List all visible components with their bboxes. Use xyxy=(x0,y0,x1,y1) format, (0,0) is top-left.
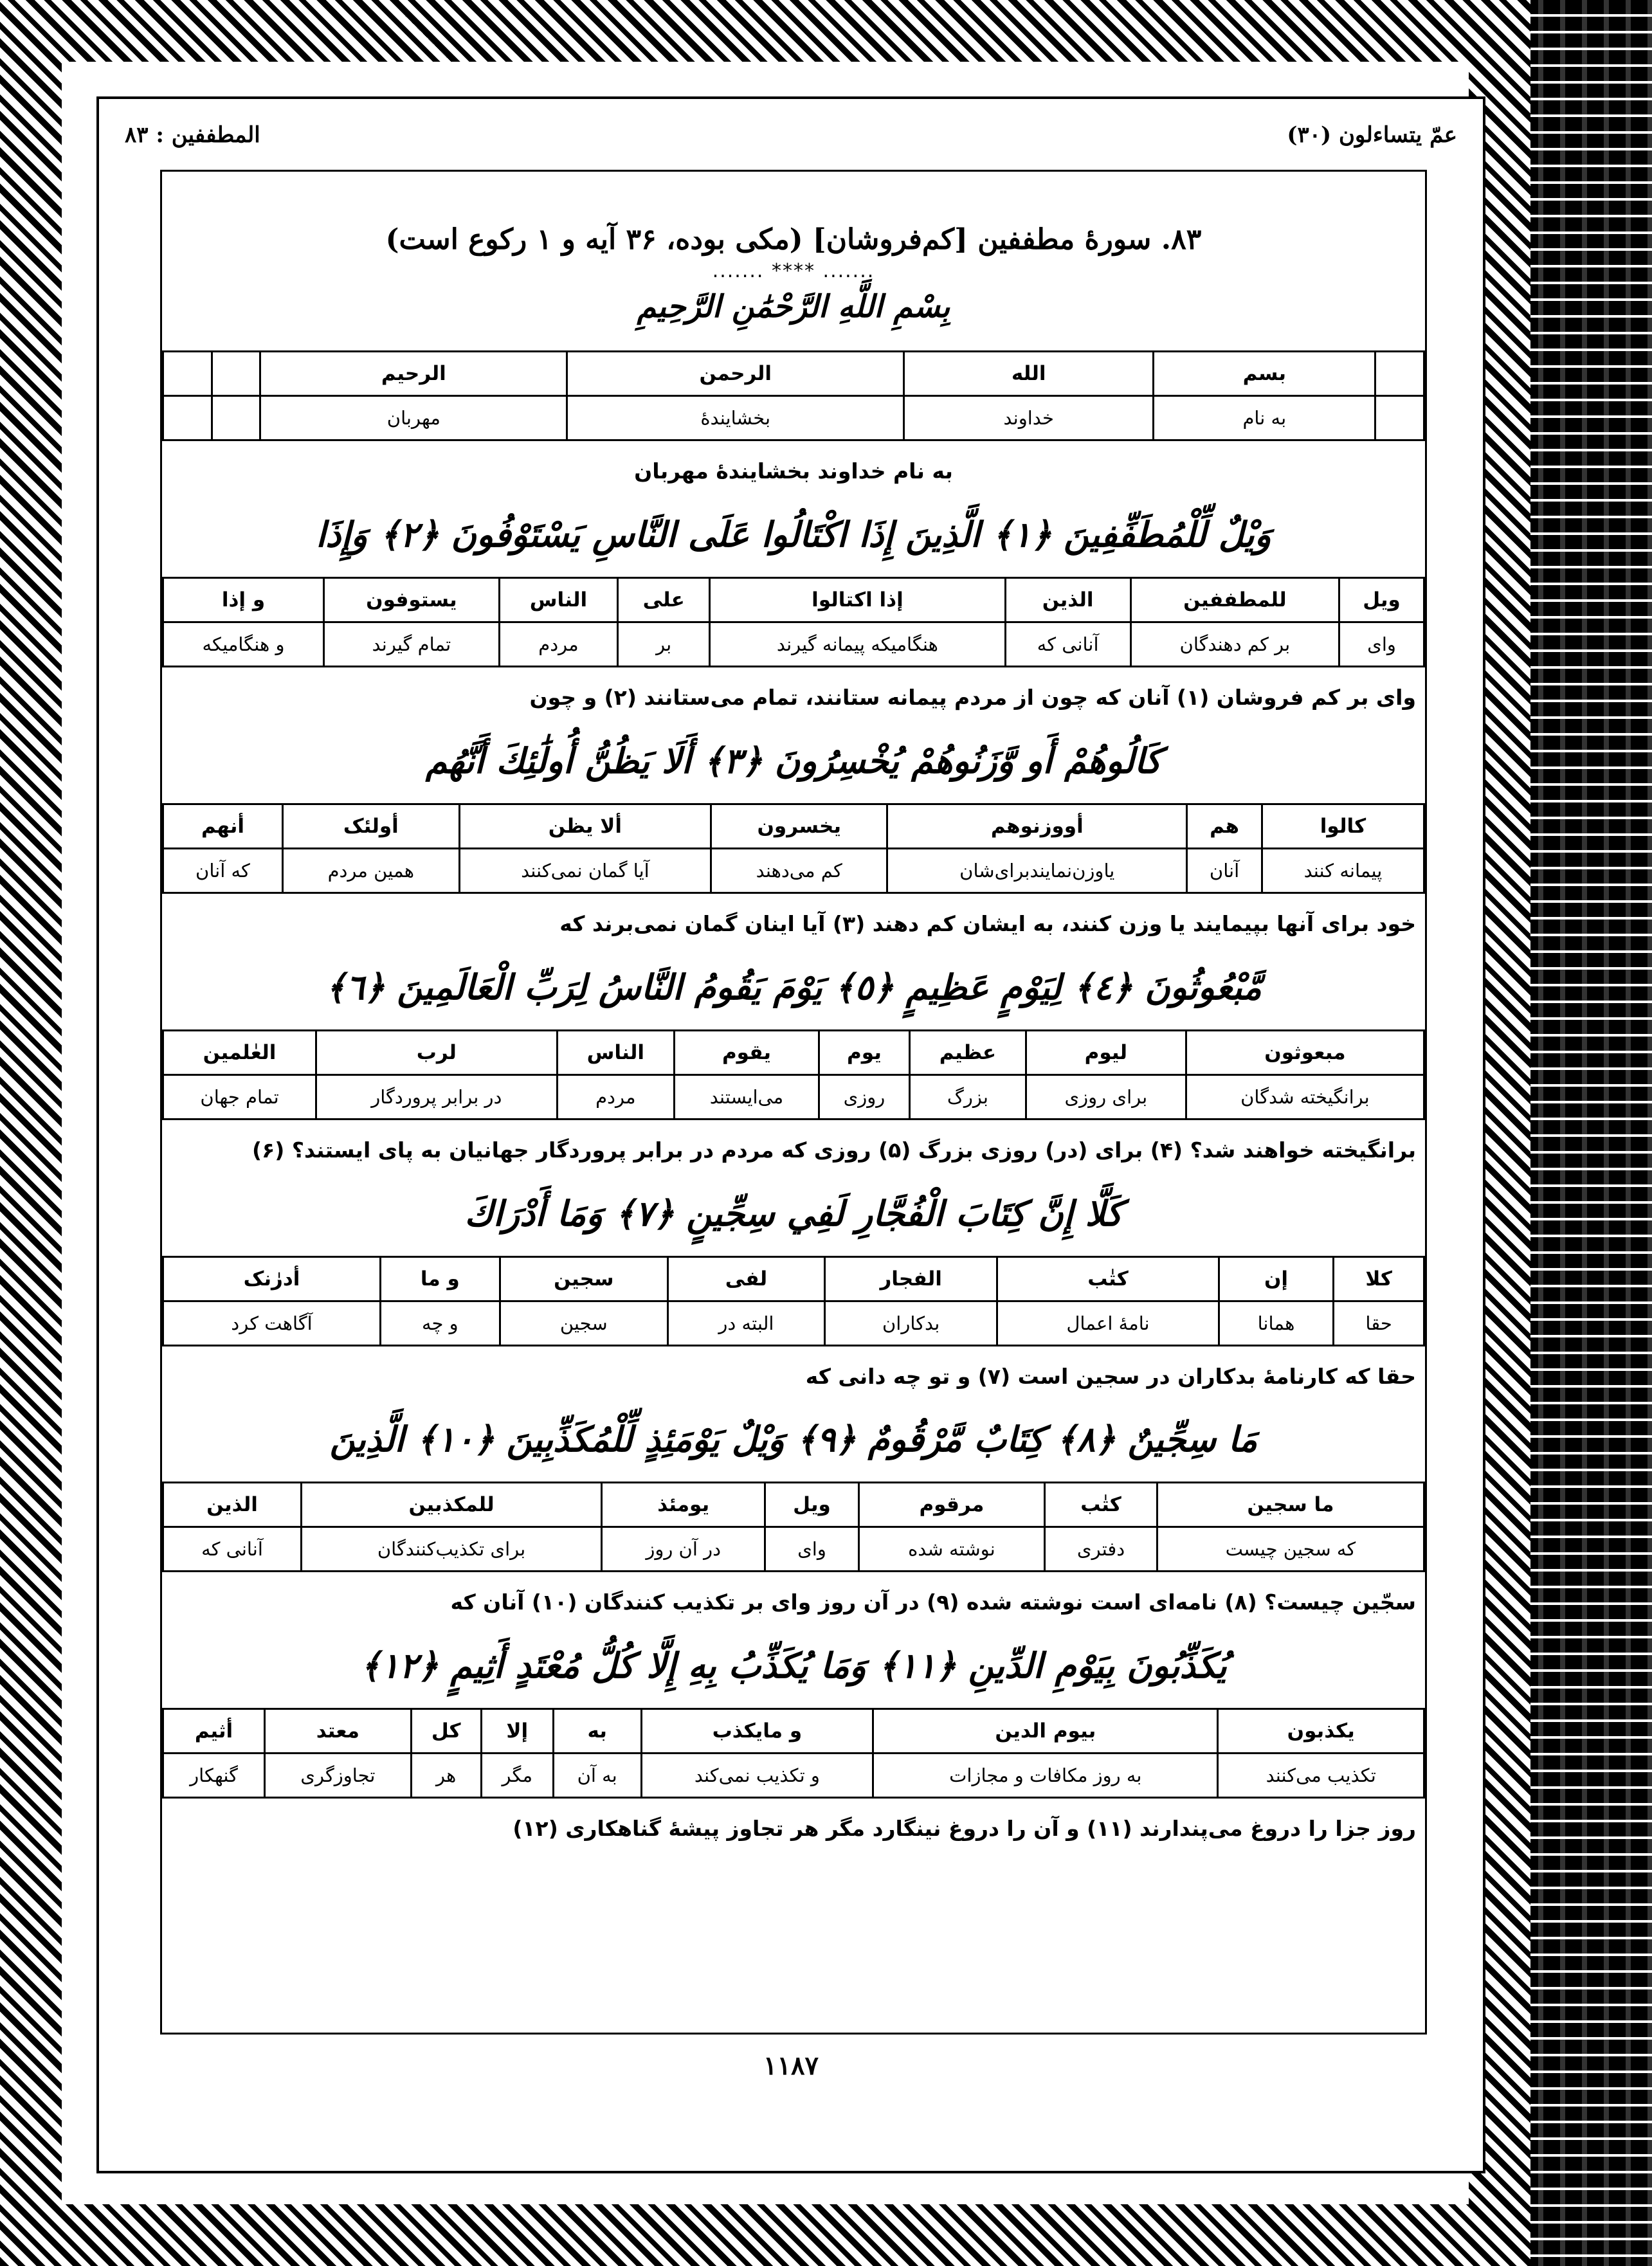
meaning-cell: تکذیب می‌کنند xyxy=(1218,1754,1424,1798)
word-cell: کتٰب xyxy=(1045,1483,1157,1527)
meaning-cell: آنانی که xyxy=(1005,622,1130,666)
word-cell: یستوفون xyxy=(323,577,499,622)
word-cell: سجین xyxy=(500,1256,667,1301)
meaning-cell: سجین xyxy=(500,1301,667,1345)
word-cell: الناس xyxy=(499,577,617,622)
meaning-row xyxy=(163,1301,1424,1345)
ayah-line: وَيْلٌ لِّلْمُطَفِّفِينَ ﴿١﴾ الَّذِينَ إِذَا اكْتَالُوا عَلَى النَّاسِ يَسْتَوْفُونَ ﴿٢﴾ وَإِذَا xyxy=(316,513,1271,555)
blank-cell xyxy=(1375,352,1424,396)
meaning-row xyxy=(163,622,1424,666)
stars-divider: ....... **** ....... xyxy=(712,260,875,282)
word-cell: ما سجین xyxy=(1157,1483,1424,1527)
word-table xyxy=(162,1708,1425,1799)
word-cell: هم xyxy=(1187,804,1262,848)
translation-line: برانگیخته خواهند شد؟ (۴) برای (در) روزی بزرگ (۵) روزی که مردم در برابر پروردگار جهانیان به پای ایستند؟ (۶) xyxy=(252,1137,1416,1163)
word-cell: لیوم xyxy=(1026,1030,1186,1074)
meaning-cell: وای xyxy=(765,1527,858,1572)
meaning-cell: تمام جهان xyxy=(163,1074,316,1119)
meaning-cell: مردم xyxy=(557,1074,675,1119)
word-cell: کلا xyxy=(1334,1256,1424,1301)
meaning-cell: نامۀ اعمال xyxy=(997,1301,1219,1345)
meaning-cell: تجاوزگری xyxy=(265,1754,412,1798)
meaning-cell: و چه xyxy=(380,1301,500,1345)
meaning-cell: برای روزی xyxy=(1026,1074,1186,1119)
running-head xyxy=(125,122,1457,161)
word-cell: الناس xyxy=(557,1030,675,1074)
meaning-cell: مردم xyxy=(499,622,617,666)
ayah-line: مَا سِجِّينٌ ﴿٨﴾ كِتَابٌ مَّرْقُومٌ ﴿٩﴾ وَيْلٌ يَوْمَئِذٍ لِّلْمُكَذِّبِينَ ﴿١٠﴾ الَّذِينَ xyxy=(329,1419,1258,1460)
word-cell: أولئک xyxy=(282,804,459,848)
meaning-cell: به روز مکافات و مجازات xyxy=(873,1754,1218,1798)
meaning-cell: البته در xyxy=(667,1301,824,1345)
meaning-cell: آنان xyxy=(1187,848,1262,893)
meaning-cell: پیمانه کنند xyxy=(1262,848,1424,893)
word-cell: کل xyxy=(411,1709,481,1754)
meaning-cell: برانگیخته شدگان xyxy=(1186,1074,1424,1119)
meaning-row xyxy=(163,396,1424,440)
word-cell: یوم xyxy=(819,1030,909,1074)
word-cell: بیوم الدین xyxy=(873,1709,1218,1754)
meaning-row xyxy=(163,1527,1424,1572)
translation-line: حقا که کارنامۀ بدکاران در سجین است (۷) و تو چه دانی که xyxy=(805,1363,1416,1389)
word-cell: الفجار xyxy=(825,1256,997,1301)
word-row xyxy=(163,577,1424,622)
word-cell: إذا اکتالوا xyxy=(710,577,1005,622)
ayah-line: مَّبْعُوثُونَ ﴿٤﴾ لِيَوْمٍ عَظِيمٍ ﴿٥﴾ يَوْمَ يَقُومُ النَّاسُ لِرَبِّ الْعَالَمِينَ ﴿٦﴾ xyxy=(325,966,1262,1008)
sections-container xyxy=(162,350,1425,1852)
meaning-cell: روزی xyxy=(819,1074,909,1119)
meaning-cell: بخشایندۀ xyxy=(567,396,904,440)
word-cell: و مایکذب xyxy=(641,1709,873,1754)
word-row xyxy=(163,804,1424,848)
meaning-cell: می‌ایستند xyxy=(675,1074,819,1119)
word-table xyxy=(162,350,1425,441)
word-cell: کتٰب xyxy=(997,1256,1219,1301)
word-row xyxy=(163,1709,1424,1754)
meaning-cell: در برابر پروردگار xyxy=(316,1074,557,1119)
translation-line: سجّین چیست؟ (۸) نامه‌ای است نوشته شده (۹) در آن روز وای بر تکذیب کنندگان (۱۰) آنان که xyxy=(450,1590,1416,1615)
meaning-cell: به آن xyxy=(553,1754,641,1798)
ayah-line: كَلَّا إِنَّ كِتَابَ الْفُجَّارِ لَفِي سِجِّينٍ ﴿٧﴾ وَمَا أَدْرَاكَ xyxy=(464,1192,1123,1234)
word-cell: عظیم xyxy=(909,1030,1026,1074)
meaning-cell: خداوند xyxy=(904,396,1154,440)
word-row xyxy=(163,1483,1424,1527)
meaning-cell: حقا xyxy=(1334,1301,1424,1345)
word-row xyxy=(163,352,1424,396)
word-cell: لرب xyxy=(316,1030,557,1074)
meaning-cell: به نام xyxy=(1154,396,1375,440)
word-cell: الله xyxy=(904,352,1154,396)
word-cell: بسم xyxy=(1154,352,1375,396)
word-cell: أثیم xyxy=(163,1709,265,1754)
word-cell: کالوا xyxy=(1262,804,1424,848)
meaning-row xyxy=(163,1754,1424,1798)
meaning-cell: مهربان xyxy=(260,396,567,440)
translation-line: روز جزا را دروغ می‌پندارند (۱۱) و آن را دروغ نینگارد مگر هر تجاوز پیشۀ گناهکاری (۱۲) xyxy=(513,1816,1416,1842)
word-table xyxy=(162,803,1425,894)
word-cell: إن xyxy=(1219,1256,1334,1301)
word-table xyxy=(162,577,1425,667)
meaning-cell: دفتری xyxy=(1045,1527,1157,1572)
word-table xyxy=(162,1029,1425,1120)
meaning-cell: در آن روز xyxy=(602,1527,765,1572)
meaning-cell: نوشته شده xyxy=(858,1527,1045,1572)
word-table xyxy=(162,1482,1425,1572)
meaning-cell: بدکاران xyxy=(825,1301,997,1345)
ornamental-binding-edge xyxy=(1530,0,1652,2266)
meaning-cell: هر xyxy=(411,1754,481,1798)
meaning-cell: هنگامیکه پیمانه گیرند xyxy=(710,622,1005,666)
word-cell: یخسرون xyxy=(711,804,887,848)
meaning-cell: یاوزن‌نمایندبرای‌شان xyxy=(887,848,1187,893)
page-frame xyxy=(96,96,1485,2173)
word-cell: ویل xyxy=(1339,577,1424,622)
word-cell: العٰلمین xyxy=(163,1030,316,1074)
meaning-cell: همین مردم xyxy=(282,848,459,893)
word-cell: أدرٰنک xyxy=(163,1256,381,1301)
page-number: ۱۱۸۷ xyxy=(763,2051,819,2081)
word-cell: للمطففین xyxy=(1130,577,1339,622)
word-cell: یومئذ xyxy=(602,1483,765,1527)
meaning-cell: وای xyxy=(1339,622,1424,666)
translation-line: خود برای آنها بپیمایند یا وزن کنند، به ایشان کم دهند (۳) آیا اینان گمان نمی‌برند که xyxy=(559,911,1416,936)
word-row xyxy=(163,1256,1424,1301)
word-cell: أنهم xyxy=(163,804,283,848)
blank-cell xyxy=(163,352,212,396)
translation-line: وای بر کم فروشان (۱) آنان که چون از مردم پیمانه ستانند، تمام می‌ستانند (۲) و چون xyxy=(529,684,1416,710)
word-cell: یکذبون xyxy=(1218,1709,1424,1754)
word-cell: به xyxy=(553,1709,641,1754)
blank-cell xyxy=(1375,396,1424,440)
word-cell: أووزنوهم xyxy=(887,804,1187,848)
word-table xyxy=(162,1256,1425,1346)
meaning-cell: که آنان xyxy=(163,848,283,893)
word-cell: الذین xyxy=(163,1483,302,1527)
meaning-cell: و هنگامیکه xyxy=(163,622,324,666)
meaning-cell: بر xyxy=(618,622,710,666)
meaning-cell: آیا گمان نمی‌کنند xyxy=(459,848,711,893)
word-cell: ألا یظن xyxy=(459,804,711,848)
meaning-cell: تمام گیرند xyxy=(323,622,499,666)
word-cell: علی xyxy=(618,577,710,622)
meaning-cell: مگر xyxy=(481,1754,553,1798)
blank-cell xyxy=(212,352,260,396)
running-head-surah: المطففین : ۸۳ xyxy=(125,122,260,148)
word-cell: معتد xyxy=(265,1709,412,1754)
word-cell: مرقوم xyxy=(858,1483,1045,1527)
meaning-cell: و تکذیب نمی‌کند xyxy=(641,1754,873,1798)
meaning-cell: کم می‌دهند xyxy=(711,848,887,893)
word-cell: إلا xyxy=(481,1709,553,1754)
ayah-line: كَالُوهُمْ أَو وَّزَنُوهُمْ يُخْسِرُونَ ﴿٣﴾ أَلَا يَظُنُّ أُولَٰئِكَ أَنَّهُم xyxy=(425,739,1162,781)
meaning-cell: که سجین چیست xyxy=(1157,1527,1424,1572)
blank-cell xyxy=(163,396,212,440)
meaning-row xyxy=(163,848,1424,893)
meaning-cell: آگاهت کرد xyxy=(163,1301,381,1345)
word-cell: الذین xyxy=(1005,577,1130,622)
word-cell: لفی xyxy=(667,1256,824,1301)
word-cell: و ما xyxy=(380,1256,500,1301)
meaning-cell: گنهکار xyxy=(163,1754,265,1798)
word-cell: و إذا xyxy=(163,577,324,622)
word-cell: ویل xyxy=(765,1483,858,1527)
meaning-cell: آنانی که xyxy=(163,1527,302,1572)
content-frame xyxy=(160,170,1427,2035)
meaning-cell: برای تکذیب‌کنندگان xyxy=(302,1527,602,1572)
word-cell: للمکذبین xyxy=(302,1483,602,1527)
word-cell: یقوم xyxy=(675,1030,819,1074)
word-row xyxy=(163,1030,1424,1074)
meaning-cell: بزرگ xyxy=(909,1074,1026,1119)
bismillah-calligraphy: بِسْمِ اللَّهِ الرَّحْمَٰنِ الرَّحِيمِ xyxy=(637,289,950,325)
meaning-cell: همانا xyxy=(1219,1301,1334,1345)
word-cell: مبعوثون xyxy=(1186,1030,1424,1074)
surah-title: ۸۳. سورۀ مطففین [کم‌فروشان] (مکی بوده، ۳۶ آیه و ۱ رکوع است) xyxy=(385,223,1202,256)
blank-cell xyxy=(212,396,260,440)
ayah-line: يُكَذِّبُونَ بِيَوْمِ الدِّينِ ﴿١١﴾ وَمَا يُكَذِّبُ بِهِ إِلَّا كُلُّ مُعْتَدٍ أَثِيمٍ ﴿١٢﴾ xyxy=(360,1645,1227,1687)
translation-line: به نام خداوند بخشایندۀ مهربان xyxy=(634,458,953,484)
word-cell: الرحمن xyxy=(567,352,904,396)
word-cell: الرحیم xyxy=(260,352,567,396)
meaning-cell: بر کم دهندگان xyxy=(1130,622,1339,666)
meaning-row xyxy=(163,1074,1424,1119)
running-head-juz: عمّ یتساءلون (۳۰) xyxy=(1287,122,1457,148)
